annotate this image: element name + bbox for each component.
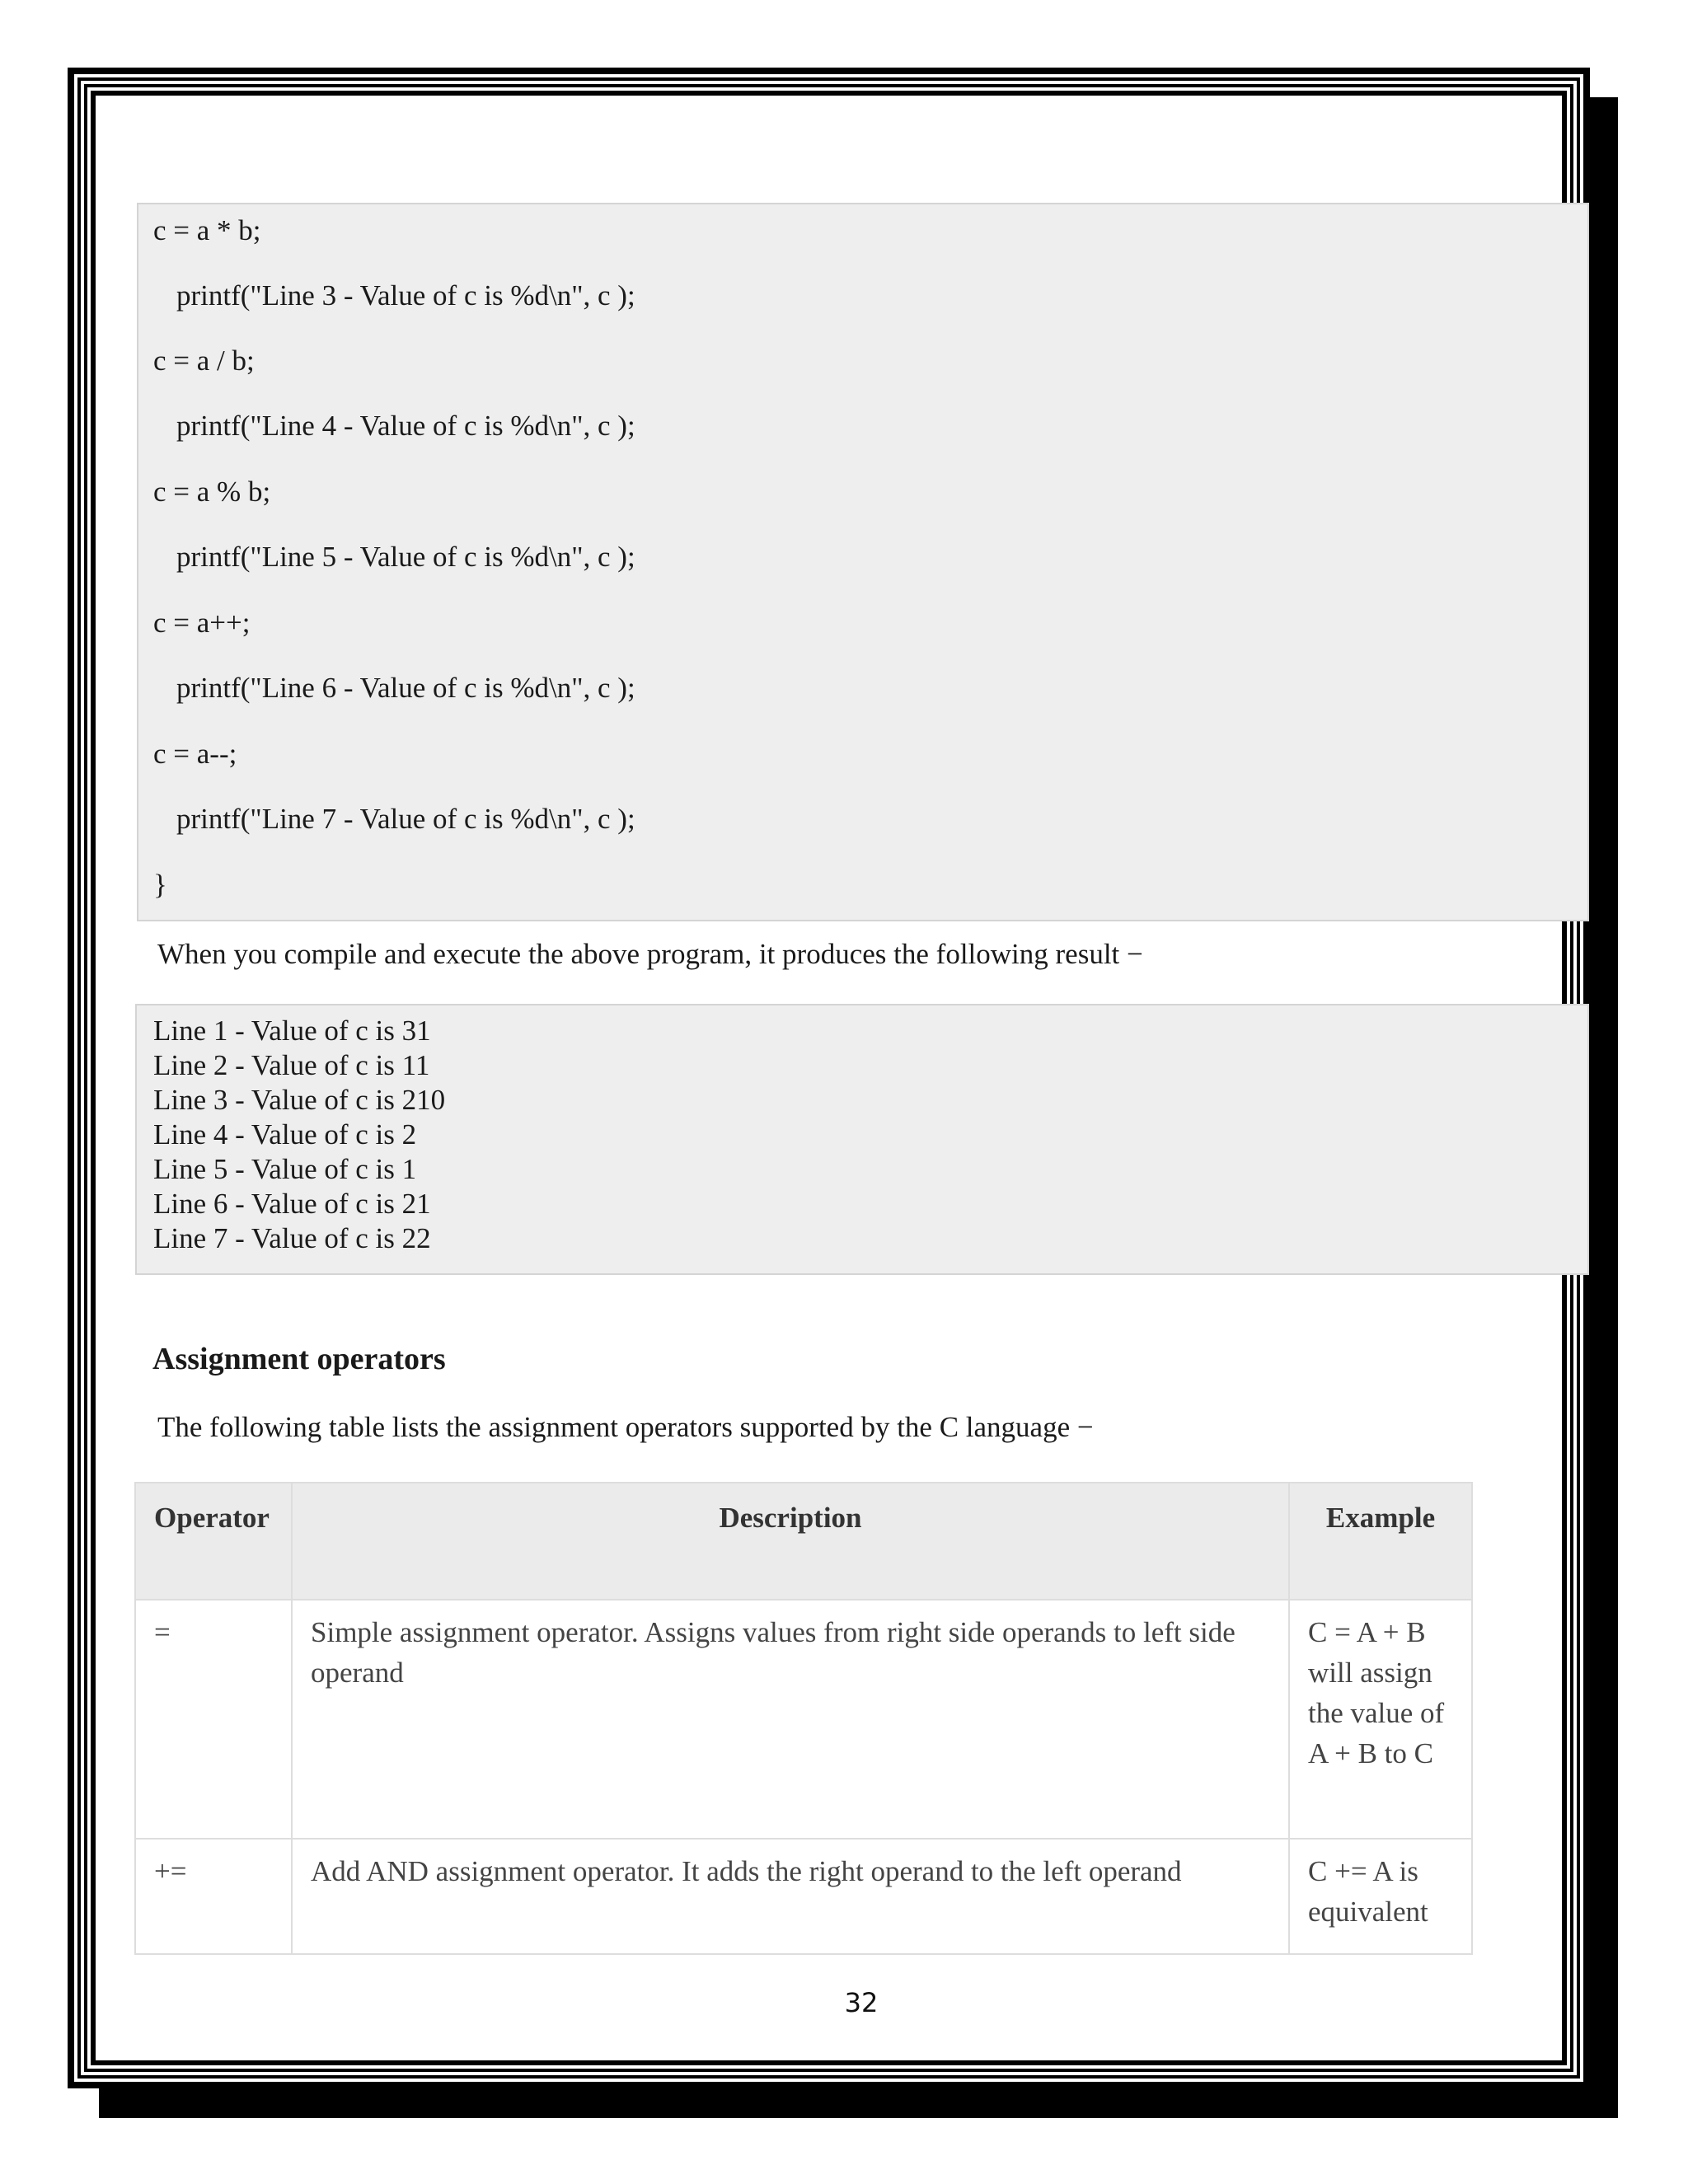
code-line: printf("Line 5 - Value of c is %d\n", c ); <box>176 541 635 573</box>
output-line: Line 2 - Value of c is 11 <box>153 1049 430 1081</box>
code-line: printf("Line 6 - Value of c is %d\n", c ); <box>176 672 635 704</box>
output-block <box>135 1004 1589 1275</box>
table-row <box>135 1600 1472 1839</box>
example-cell: C = A + B will assign the value of A + B to C <box>1289 1600 1472 1839</box>
table-header-row <box>135 1483 1472 1600</box>
header-operator: Operator <box>135 1483 292 1600</box>
description-cell: Simple assignment operator. Assigns values from right side operands to left side operand <box>292 1600 1289 1839</box>
example-cell: C += A is equivalent <box>1289 1839 1472 1954</box>
operator-cell: = <box>135 1600 292 1839</box>
table-row <box>135 1839 1472 1954</box>
output-line: Line 1 - Value of c is 31 <box>153 1015 431 1047</box>
code-line: c = a++; <box>153 607 251 639</box>
output-line: Line 3 - Value of c is 210 <box>153 1084 446 1116</box>
code-line: printf("Line 4 - Value of c is %d\n", c ); <box>176 410 635 442</box>
code-line: } <box>153 869 167 901</box>
operator-cell: += <box>135 1839 292 1954</box>
code-line: c = a / b; <box>153 344 255 377</box>
section-intro: The following table lists the assignment operators supported by the C language − <box>157 1411 1094 1443</box>
code-line: c = a % b; <box>153 476 271 508</box>
code-line: printf("Line 3 - Value of c is %d\n", c ); <box>176 279 635 312</box>
section-heading: Assignment operators <box>152 1342 446 1376</box>
header-description: Description <box>292 1483 1289 1600</box>
output-line: Line 6 - Value of c is 21 <box>153 1188 431 1220</box>
page-number: 32 <box>844 1987 879 2018</box>
output-line: Line 7 - Value of c is 22 <box>153 1222 431 1254</box>
code-line: c = a--; <box>153 738 237 770</box>
assignment-operators-table <box>134 1482 1473 1955</box>
code-line: printf("Line 7 - Value of c is %d\n", c ); <box>176 803 635 835</box>
output-line: Line 5 - Value of c is 1 <box>153 1153 417 1185</box>
result-intro: When you compile and execute the above program, it produces the following result − <box>157 938 1143 970</box>
description-cell: Add AND assignment operator. It adds the right operand to the left operand <box>292 1839 1289 1954</box>
header-example: Example <box>1289 1483 1472 1600</box>
output-line: Line 4 - Value of c is 2 <box>153 1118 417 1151</box>
code-line: c = a * b; <box>153 214 261 246</box>
code-block <box>137 203 1589 921</box>
